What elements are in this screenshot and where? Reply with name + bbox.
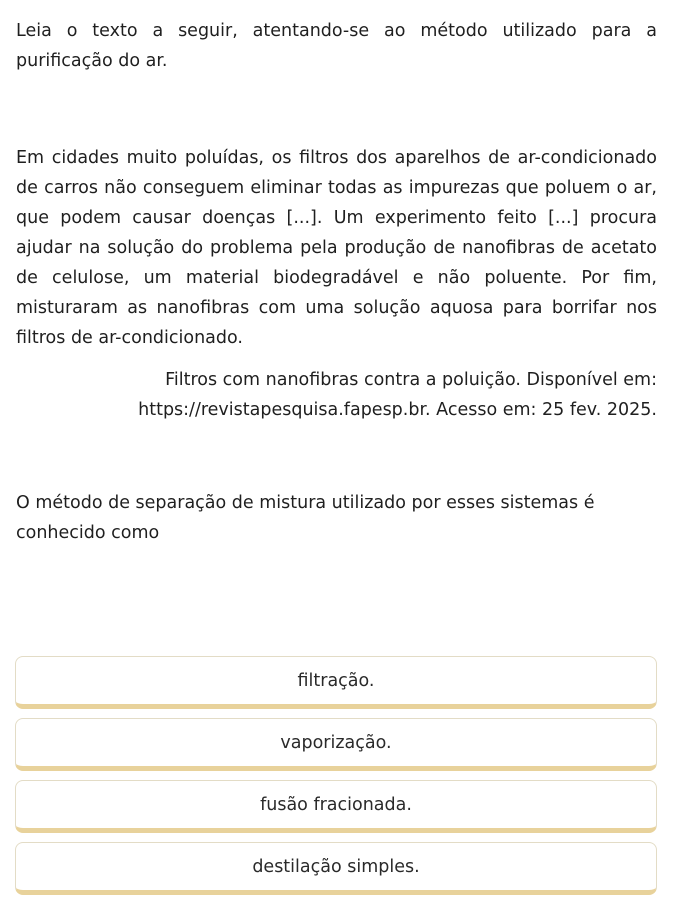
source-line-2: https://revistapesquisa.fapesp.br. Acesso em: 25 fev. 2025. bbox=[138, 400, 657, 420]
intro-text: Leia o texto a seguir, atentando-se ao método utilizado para a purificação do ar. bbox=[16, 21, 657, 71]
question-content bbox=[16, 16, 657, 548]
source-citation bbox=[16, 365, 657, 425]
answer-options bbox=[15, 656, 657, 904]
answer-option-a[interactable] bbox=[15, 656, 657, 709]
quote-text: Em cidades muito poluídas, os filtros dos aparelhos de ar-condicionado de carros não conseguem eliminar todas as impurezas que poluem o ar, que podem causar doenças [...]. Um experimento feito [...] procura ajudar na solução do problema pela produção de nanofibras de acetato de celulose, um material biodegradável e não poluente. Por fim, misturaram as nanofibras com uma solução aquosa para borrifar nos filtros de ar-condicionado. bbox=[16, 148, 657, 348]
answer-option-label: fusão fracionada. bbox=[260, 794, 412, 815]
answer-option-label: vaporização. bbox=[280, 732, 392, 753]
answer-option-label: destilação simples. bbox=[252, 856, 420, 877]
question-prompt: O método de separação de mistura utilizado por esses sistemas é conhecido como bbox=[16, 493, 595, 543]
answer-option-d[interactable] bbox=[15, 842, 657, 895]
answer-option-label: filtração. bbox=[297, 670, 375, 691]
answer-option-b[interactable] bbox=[15, 718, 657, 771]
answer-option-c[interactable] bbox=[15, 780, 657, 833]
source-line-1: Filtros com nanofibras contra a poluição. Disponível em: bbox=[165, 370, 657, 390]
